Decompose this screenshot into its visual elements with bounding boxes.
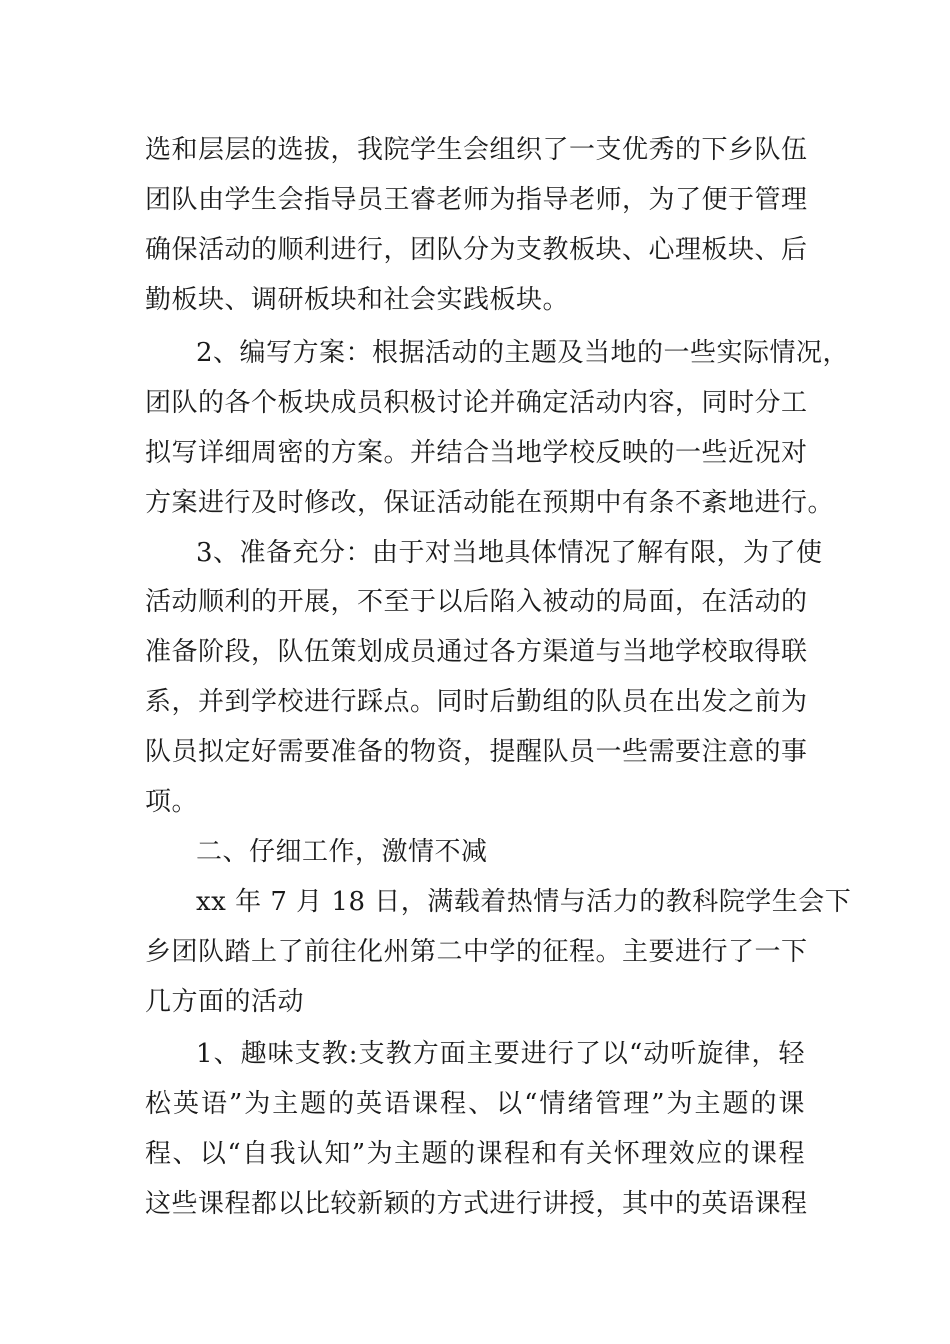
text-line: 拟写详细周密的方案。并结合当地学校反映的一些近况对 [145, 438, 808, 468]
text-line: 勤板块、调研板块和社会实践板块。 [145, 285, 570, 315]
text-line: 几方面的活动 [145, 987, 305, 1017]
text-line: 项。 [145, 787, 199, 817]
text-line: 确保活动的顺利进行，团队分为支教板块、心理板块、后 [145, 235, 808, 265]
text-line: 这些课程都以比较新颖的方式进行讲授，其中的英语课程 [145, 1189, 808, 1219]
text-line: 方案进行及时修改，保证活动能在预期中有条不紊地进行。 [145, 488, 835, 518]
text-line: 准备阶段，队伍策划成员通过各方渠道与当地学校取得联 [145, 637, 808, 667]
text-line: 1、趣味支教:支教方面主要进行了以“动听旋律，轻 [196, 1039, 805, 1069]
text-line: 队员拟定好需要准备的物资，提醒队员一些需要注意的事 [145, 737, 808, 767]
text-line: 松英语”为主题的英语课程、以“情绪管理”为主题的课 [145, 1089, 805, 1119]
text-line: 乡团队踏上了前往化州第二中学的征程。主要进行了一下 [145, 937, 808, 967]
text-line: 团队由学生会指导员王睿老师为指导老师，为了便于管理 [145, 185, 808, 215]
text-line: 2、编写方案：根据活动的主题及当地的一些实际情况， [196, 338, 850, 368]
section-heading: 二、仔细工作，激情不减 [196, 837, 488, 867]
text-line: 3、准备充分：由于对当地具体情况了解有限，为了使 [196, 538, 823, 568]
text-line: 活动顺利的开展，不至于以后陷入被动的局面，在活动的 [145, 587, 808, 617]
text-line: 系，并到学校进行踩点。同时后勤组的队员在出发之前为 [145, 687, 808, 717]
text-line: xx 年 7 月 18 日，满载着热情与活力的教科院学生会下 [196, 887, 852, 917]
text-line: 选和层层的选拔，我院学生会组织了一支优秀的下乡队伍 [145, 135, 808, 165]
text-line: 团队的各个板块成员积极讨论并确定活动内容，同时分工 [145, 388, 808, 418]
text-line: 程、以“自我认知”为主题的课程和有关怀理效应的课程 [145, 1139, 805, 1169]
